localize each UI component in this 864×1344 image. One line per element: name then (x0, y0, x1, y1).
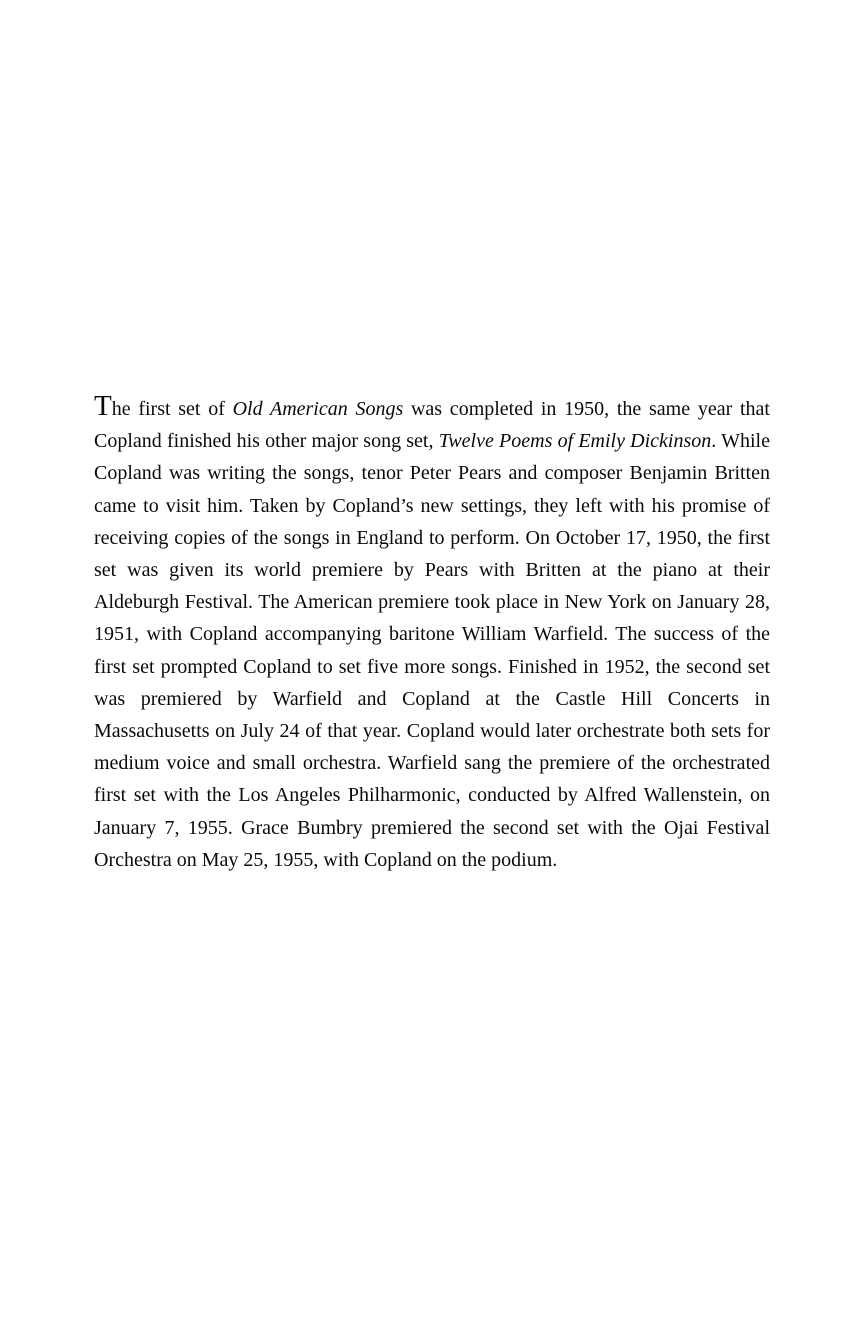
lead-capital: T (94, 390, 112, 422)
italic-title-segment: Old American Songs (232, 398, 404, 420)
italic-title-segment: Twelve Poems of Emily Dickinson (438, 430, 712, 453)
paragraph (94, 390, 770, 876)
text-segment: was completed in 1950, the same year that Copland finished his other major song set, (94, 398, 770, 453)
paragraph-text (94, 398, 770, 871)
text-segment: he first set of (111, 398, 233, 420)
text-segment: . While Copland was writing the songs, tenor Peter Pears and composer Benjamin Britten came to visit him. Taken by Copland’s new settings, they left with his promise of receiving copies of the songs in England to perform. On October 17, 1950, the first set was given its world premiere by Pears with Britten at the piano at their Aldeburgh Festival. The American premiere took place in New York on January 28, 1951, with Copland accompanying baritone William Warfield. The success of the first set prompted Copland to set five more songs. Finished in 1952, the second set was premiered by Warfield and Copland at the Castle Hill Concerts in Massachusetts on July 24 of that year. Copland would later orchestrate both sets for medium voice and small orchestra. Warfield sang the premiere of the orchestrated first set with the Los Angeles Philharmonic, conducted by Alfred Wallenstein, on January 7, 1955. Grace Bumbry premiered the second set with the Ojai Festival Orchestra on May 25, 1955, with Copland on the podium. (94, 430, 770, 871)
